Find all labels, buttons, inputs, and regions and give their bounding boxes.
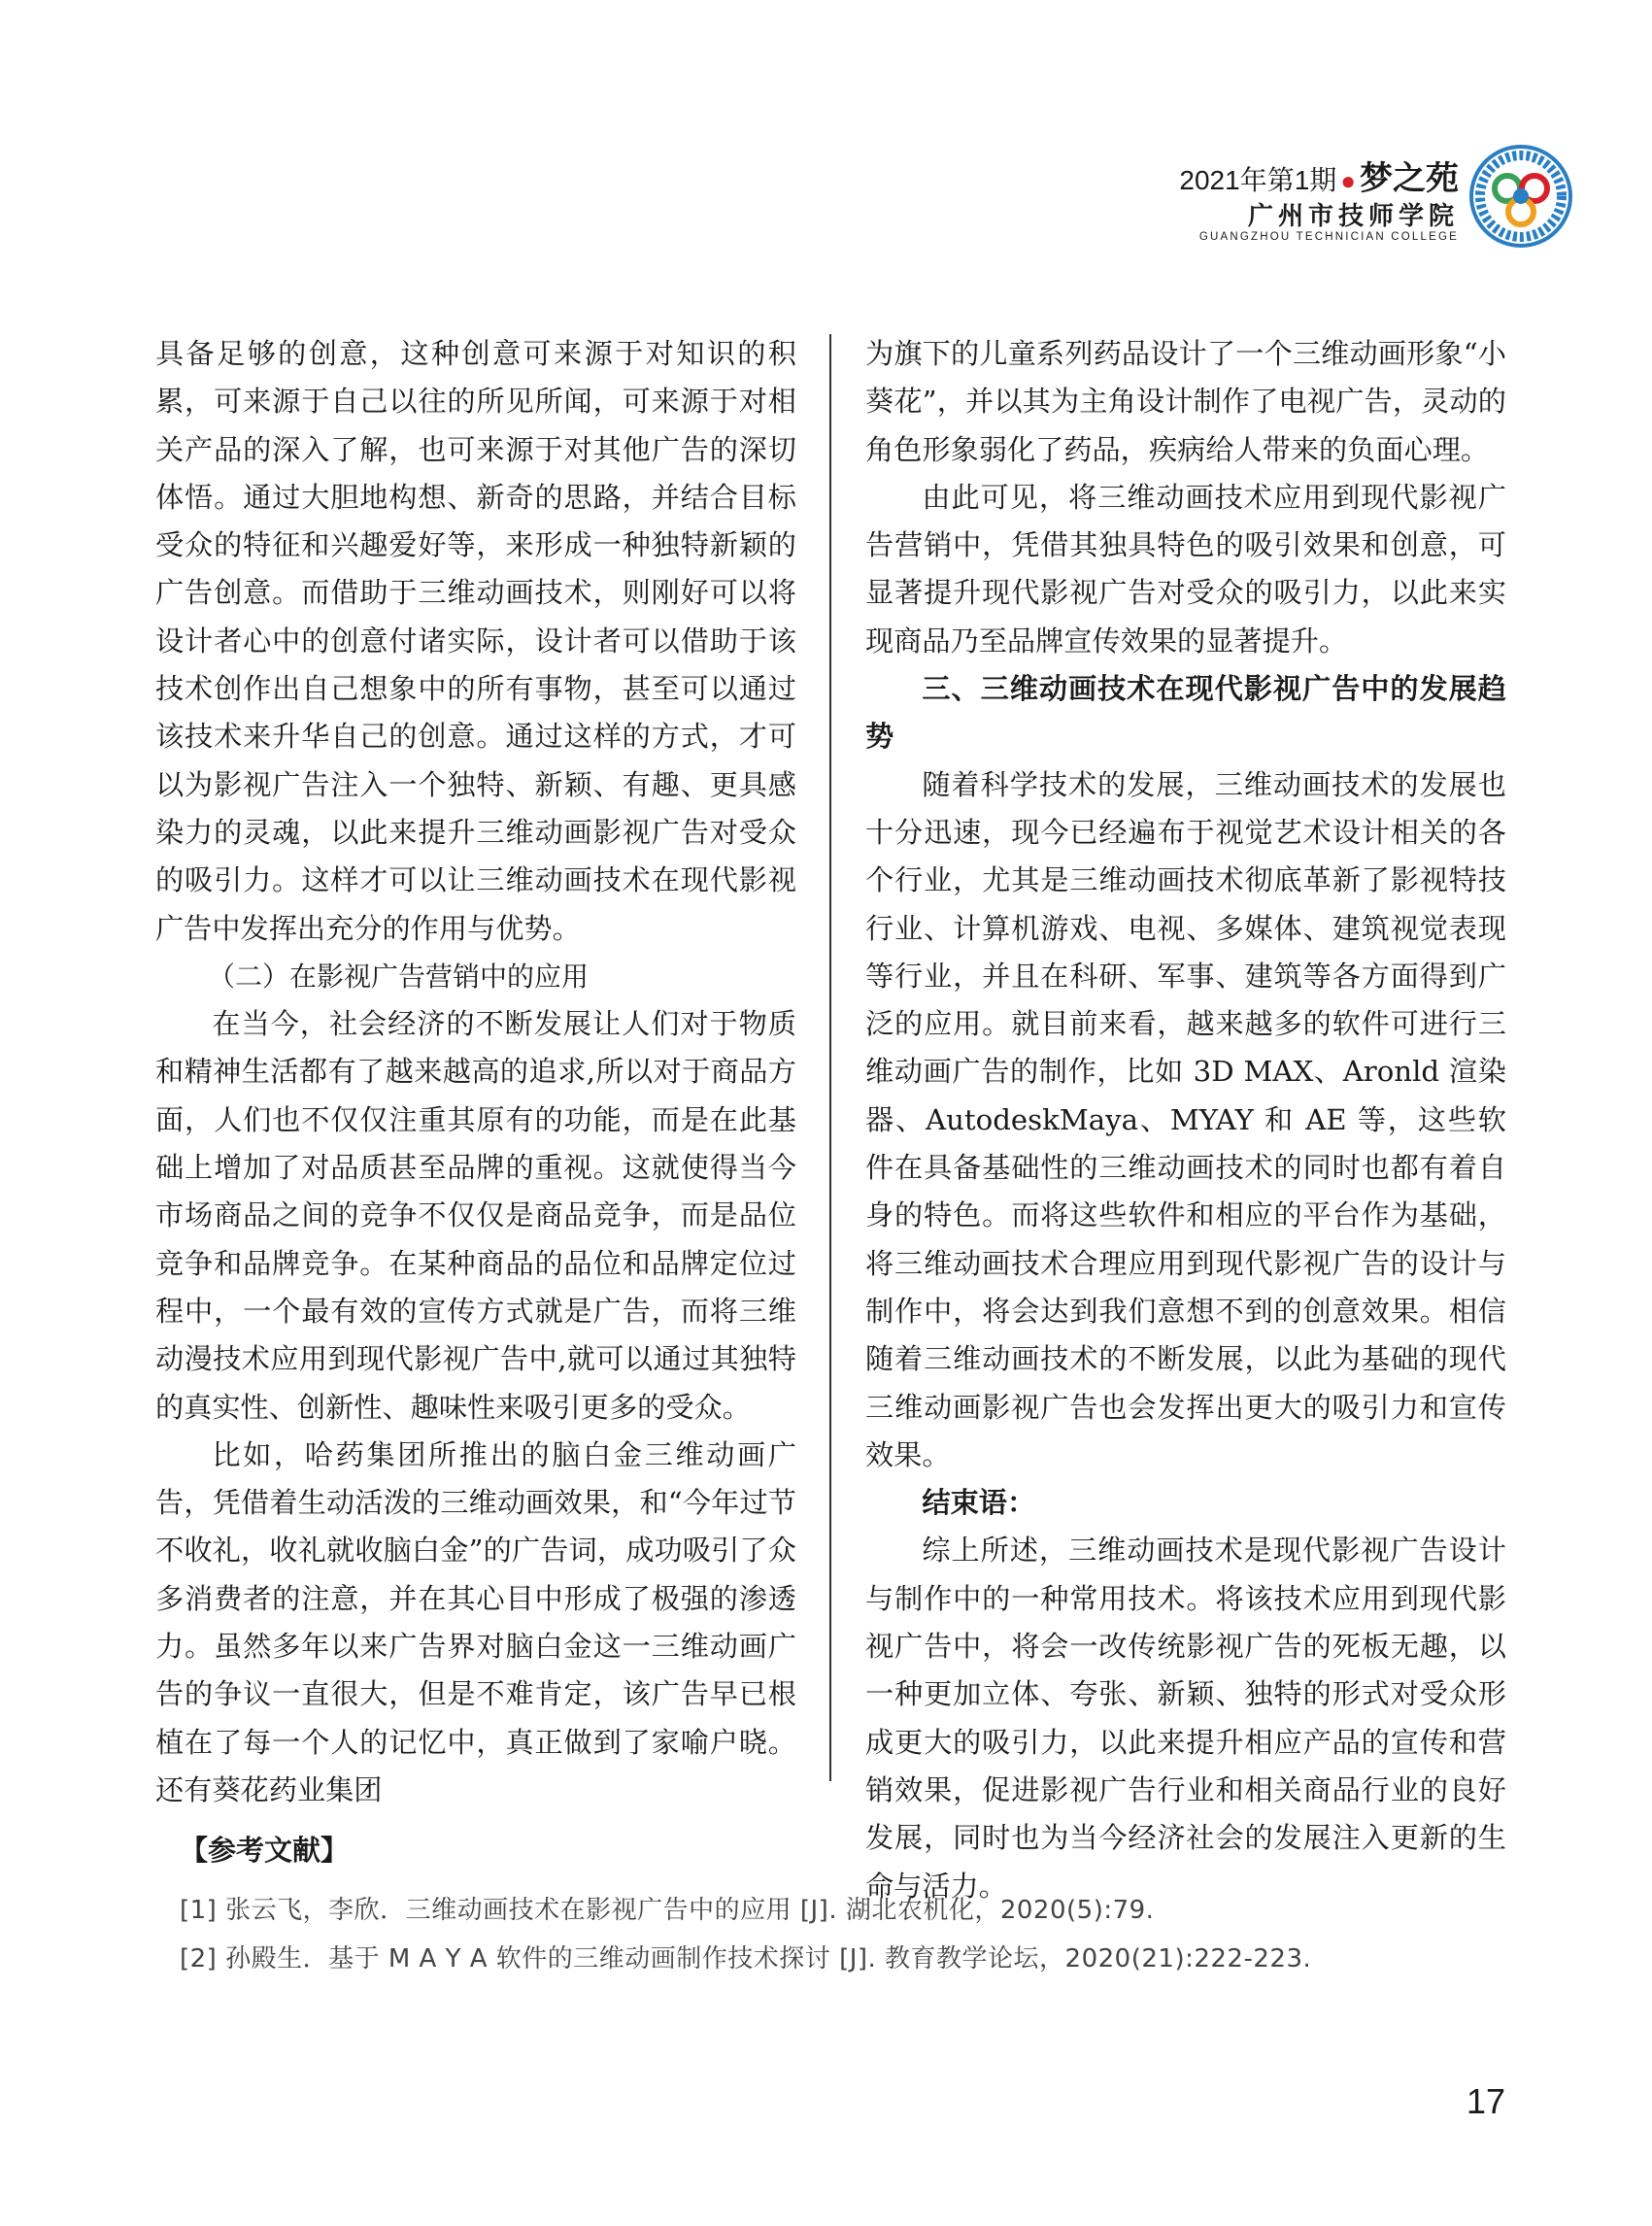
- column-divider: [829, 334, 831, 1781]
- conclusion-heading: 结束语：: [922, 1486, 1036, 1520]
- separator-dot-icon: ●: [1340, 166, 1356, 195]
- paragraph: 具备足够的创意，这种创意可来源于对知识的积累，可来源于自己以往的所见所闻，可来源于对相关产品的深入了解，也可来源于对其他广告的深切体悟。通过大胆地构想、新奇的思路，并结合目标受众的特征和兴趣爱好等，来形成一种独特新颖的广告创意。而借助于三维动画技术，则刚好可以将设计者心中的创意付诸实际，设计者可以借助于该技术创作出自己想象中的所有事物，甚至可以通过该技术来升华自己的创意。通过这样的方式，才可以为影视广告注入一个独特、新颖、有趣、更具感染力的灵魂，以此来提升三维动画影视广告对受众的吸引力。这样才可以让三维动画技术在现代影视广告中发挥出充分的作用与优势。: [155, 337, 796, 945]
- paragraph: 随着科学技术的发展，三维动画技术的发展也十分迅速，现今已经遍布于视觉艺术设计相关的各个行业，尤其是三维动画技术彻底革新了影视特技行业、计算机游戏、电视、多媒体、建筑视觉表现等行业，并且在科研、军事、建筑等各方面得到广泛的应用。就目前来看，越来越多的软件可进行三维动画广告的制作，比如 3D MAX、Aronld 渲染器、AutodeskMaya、MYAY 和 AE 等，这些软件在具备基础性的三维动画技术的同时也都有着自身的特色。而将这些软件和相应的平台作为基础，将三维动画技术合理应用到现代影视广告的设计与制作中，将会达到我们意想不到的创意效果。相信随着三维动画技术的不断发展，以此为基础的现代三维动画影视广告也会发挥出更大的吸引力和宣传效果。: [865, 767, 1506, 1471]
- issue-number: 2021年第1期: [1179, 165, 1337, 195]
- left-column: [155, 330, 796, 1814]
- references-section: [180, 1829, 1481, 1983]
- paragraph: 由此可见，将三维动画技术应用到现代影视广告营销中，凭借其独具特色的吸引效果和创意，可显著提升现代影视广告对受众的吸引力，以此来实现商品乃至品牌宣传效果的显著提升。: [865, 480, 1506, 658]
- magazine-title: 梦之苑: [1360, 159, 1459, 198]
- section-heading: 三、三维动画技术在现代影视广告中的发展趋势: [865, 672, 1506, 754]
- reference-item: [2] 孙殿生．基于 M A Y A 软件的三维动画制作技术探讨 [J]. 教育教学论坛，2020(21):222-223.: [180, 1944, 1312, 1973]
- section-heading: （二）在影视广告营销中的应用: [208, 960, 590, 993]
- reference-item: [1] 张云飞，李欣．三维动画技术在影视广告中的应用 [J]. 湖北农机化，2020(5):79.: [180, 1896, 1155, 1925]
- college-logo-icon: [1468, 144, 1573, 249]
- college-name-en: GUANGZHOU TECHNICIAN COLLEGE: [1198, 231, 1459, 243]
- page-number: 17: [1467, 2081, 1506, 2121]
- paragraph: 在当今，社会经济的不断发展让人们对于物质和精神生活都有了越来越高的追求,所以对于商品方面，人们也不仅仅注重其原有的功能，而是在此基础上增加了对品质甚至品牌的重视。这就使得当今市场商品之间的竞争不仅仅是商品竞争，而是品位竞争和品牌竞争。在某种商品的品位和品牌定位过程中，一个最有效的宣传方式就是广告，而将三维动漫技术应用到现代影视广告中,就可以通过其独特的真实性、创新性、趣味性来吸引更多的受众。: [155, 1007, 796, 1424]
- right-column: [865, 330, 1506, 1910]
- paragraph: 为旗下的儿童系列药品设计了一个三维动画形象“小葵花”，并以其为主角设计制作了电视广告，灵动的角色形象弱化了药品，疾病给人带来的负面心理。: [865, 337, 1506, 466]
- paragraph: 综上所述，三维动画技术是现代影视广告设计与制作中的一种常用技术。将该技术应用到现代影视广告中，将会一改传统影视广告的死板无趣，以一种更加立体、夸张、新颖、独特的形式对受众形成更大的吸引力，以此来提升相应产品的宣传和营销效果，促进影视广告行业和相关商品行业的良好发展，同时也为当今经济社会的发展注入更新的生命与活力。: [865, 1534, 1506, 1903]
- college-name: 广州市技师学院: [1247, 202, 1459, 231]
- issue-line: [1179, 152, 1459, 199]
- paragraph: 比如，哈药集团所推出的脑白金三维动画广告，凭借着生动活泼的三维动画效果，和“今年过节不收礼，收礼就收脑白金”的广告词，成功吸引了众多消费者的注意，并在其心目中形成了极强的渗透力。虽然多年以来广告界对脑白金这一三维动画广告的争议一直很大，但是不难肯定，该广告早已根植在了每一个人的记忆中，真正做到了家喻户晓。还有葵花药业集团: [155, 1437, 796, 1806]
- page-header: [1029, 144, 1573, 251]
- references-title: 【参考文献】: [180, 1834, 350, 1867]
